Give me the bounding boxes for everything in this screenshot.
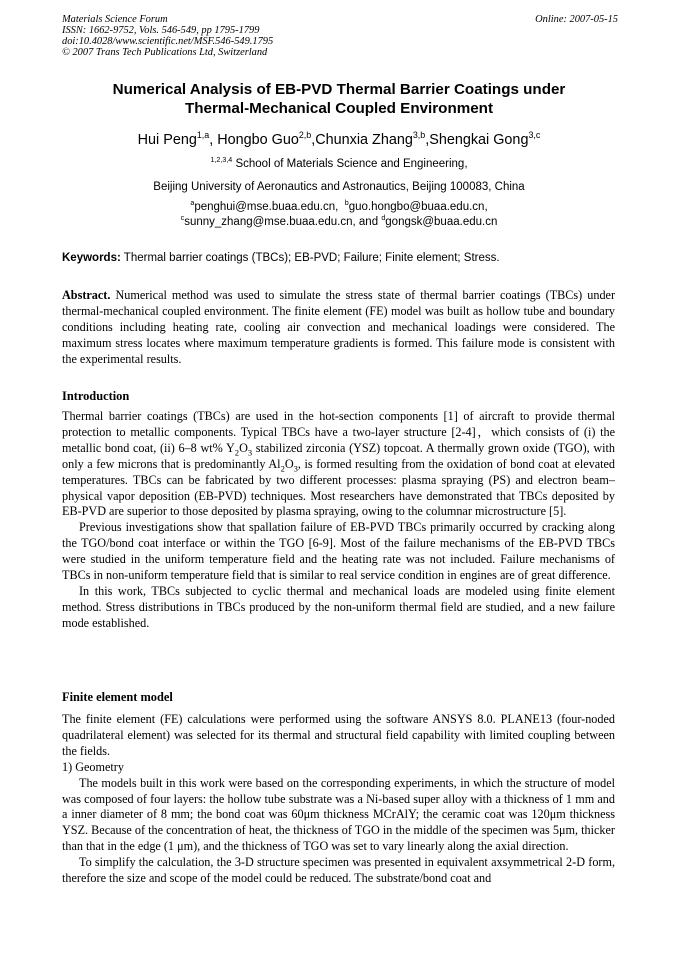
email-link[interactable]: guo.hongbo@buaa.edu.cn, <box>348 201 488 213</box>
author-name: , Hongbo Guo <box>209 132 299 148</box>
affiliation-university: Beijing University of Aeronautics and Astronautics, Beijing 100083, China <box>153 181 525 193</box>
paragraph: To simplify the calculation, the 3-D structure specimen was presented in equivalent axsymmetrical 2-D form, therefore the size and scope of the model could be reduced. The substrate/bond coat and <box>62 855 615 886</box>
paragraph: In this work, TBCs subjected to cyclic thermal and mechanical loads are modeled using finite element method. Stress distributions in TBCs produced by the non-uniform thermal field are studied, and a new failure mode established. <box>62 583 615 630</box>
subheading-geometry: 1) Geometry <box>62 759 124 774</box>
author-name: Hui Peng <box>137 132 197 148</box>
paragraph: The models built in this work were based on the corresponding experiments, in which the structure of model was composed of four layers: the hollow tube substrate was a Ni-based super alloy with a thickness of 1 mm and a inner diameter of 8 mm; the bond coat was 60μm thickness MCrAlY; the ceramic coat was 120μm thickness YSZ. Because of the concentration of heat, the thickness of TGO in the middle of the specimen was 5μm, thicker than that in the edge (1 μm), and the thickness of TGO was set to vary linearly along the axial direction. <box>62 775 615 854</box>
email-link[interactable]: penghui@mse.buaa.edu.cn, <box>194 201 339 213</box>
paper-title <box>40 80 638 118</box>
keywords-text: Thermal barrier coatings (TBCs); EB-PVD; Failure; Finite element; Stress. <box>123 252 500 264</box>
paragraph: Previous investigations show that spallation failure of EB-PVD TBCs primarily occurred by cracking along the TGO/bond coat interface or within the TGO [6-9]. Most of the failure mechanisms of the EB-PVD TBCs were studied in the uniform temperature field and the heating rate was not included. Failure mechanisms of TBCs in non-uniform temperature field that is similar to real service condition in engines are of great difference. <box>62 520 615 583</box>
email-link[interactable]: gongsk@buaa.edu.cn <box>385 216 498 228</box>
title-line-2: Thermal-Mechanical Coupled Environment <box>184 100 494 117</box>
introduction-body <box>62 409 615 632</box>
section-heading-fem: Finite element model <box>62 690 173 704</box>
emails-line-1: $^a$penghui@mse.buaa.edu.cn, $^b$guo.hongbo@buaa.edu.cn, <box>190 199 488 213</box>
title-line-1: Numerical Analysis of EB-PVD Thermal Barrier Coatings under <box>112 81 566 98</box>
abstract <box>62 288 615 368</box>
author-list <box>40 131 638 149</box>
journal-name: Materials Science Forum <box>62 14 168 25</box>
issn-line: ISSN: 1662-9752, Vols. 546-549, pp 1795-1799 <box>62 25 260 36</box>
paragraph: The finite element (FE) calculations were performed using the software ANSYS 8.0. PLANE13 (four-noded quadrilateral element) was selected for its thermal and structural field capability with limited coupling between the fields. <box>62 712 615 758</box>
author-affil-sup: 1,a <box>196 130 210 141</box>
journal-header <box>62 14 618 58</box>
keywords <box>62 251 618 265</box>
fem-body <box>62 712 615 887</box>
abstract-text: Numerical method was used to simulate the stress state of thermal barrier coatings (TBCs) under thermal-mechanical coupled environment. The finite element (FE) model was built as hollow tube and boundary conditions including heating rate, cooling air convection and mechanical loadings were considered. The maximum stress locates where maximum temperature gradients is formed. This failure mode is consistent with the experimental results. <box>62 288 615 366</box>
affil-sup: 1,2,3,4 <box>210 156 233 165</box>
affiliation-school: $^{1,2,3,4}$ School of Materials Science and Engineering, <box>210 156 468 170</box>
copyright-line: © 2007 Trans Tech Publications Ltd, Switzerland <box>62 47 268 58</box>
email-link[interactable]: sunny_zhang@mse.buaa.edu.cn, and <box>184 216 379 228</box>
section-heading-introduction: Introduction <box>62 389 130 403</box>
online-date: Online: 2007-05-15 <box>535 14 618 25</box>
emails-line-2: $^c$sunny_zhang@mse.buaa.edu.cn, and $^d$gongsk@buaa.edu.cn <box>180 214 498 228</box>
abstract-label: Abstract. <box>62 288 111 302</box>
paragraph: Thermal barrier coatings (TBCs) are used in the hot-section components [1] of aircraft to provide thermal protection to metallic components. Typical TBCs have a two-layer structure [2-4]，which consists of (i) the metallic bond coat, (ii) 6–8 wt% $Y_2O_3$ stabilized zirconia (YSZ) topcoat. A thermally grown oxide (TGO), with only a few microns that is predominantly $Al_2O_3$, is formed resulting from the oxidation of bond coat at elevated temperatures. TBCs can be fabricated by two different processes: plasma spraying (PS) and electron beam–physical vapor deposition (EB-PVD) techniques. Most researchers have demonstrated that TBCs deposited by EB-PVD are superior to those deposited by plasma spraying, owing to the columnar microstructure [5]. <box>62 409 616 519</box>
keywords-label: Keywords: <box>62 252 121 264</box>
author-affil-sup: 3,c <box>528 130 541 141</box>
doi-line: doi:10.4028/www.scientific.net/MSF.546-549.1795 <box>62 36 274 47</box>
author-affil-sup: 3,b <box>412 130 426 141</box>
author-name: ,Shengkai Gong <box>425 132 529 148</box>
author-affil-sup: 2,b <box>298 130 312 141</box>
author-name: ,Chunxia Zhang <box>311 132 413 148</box>
